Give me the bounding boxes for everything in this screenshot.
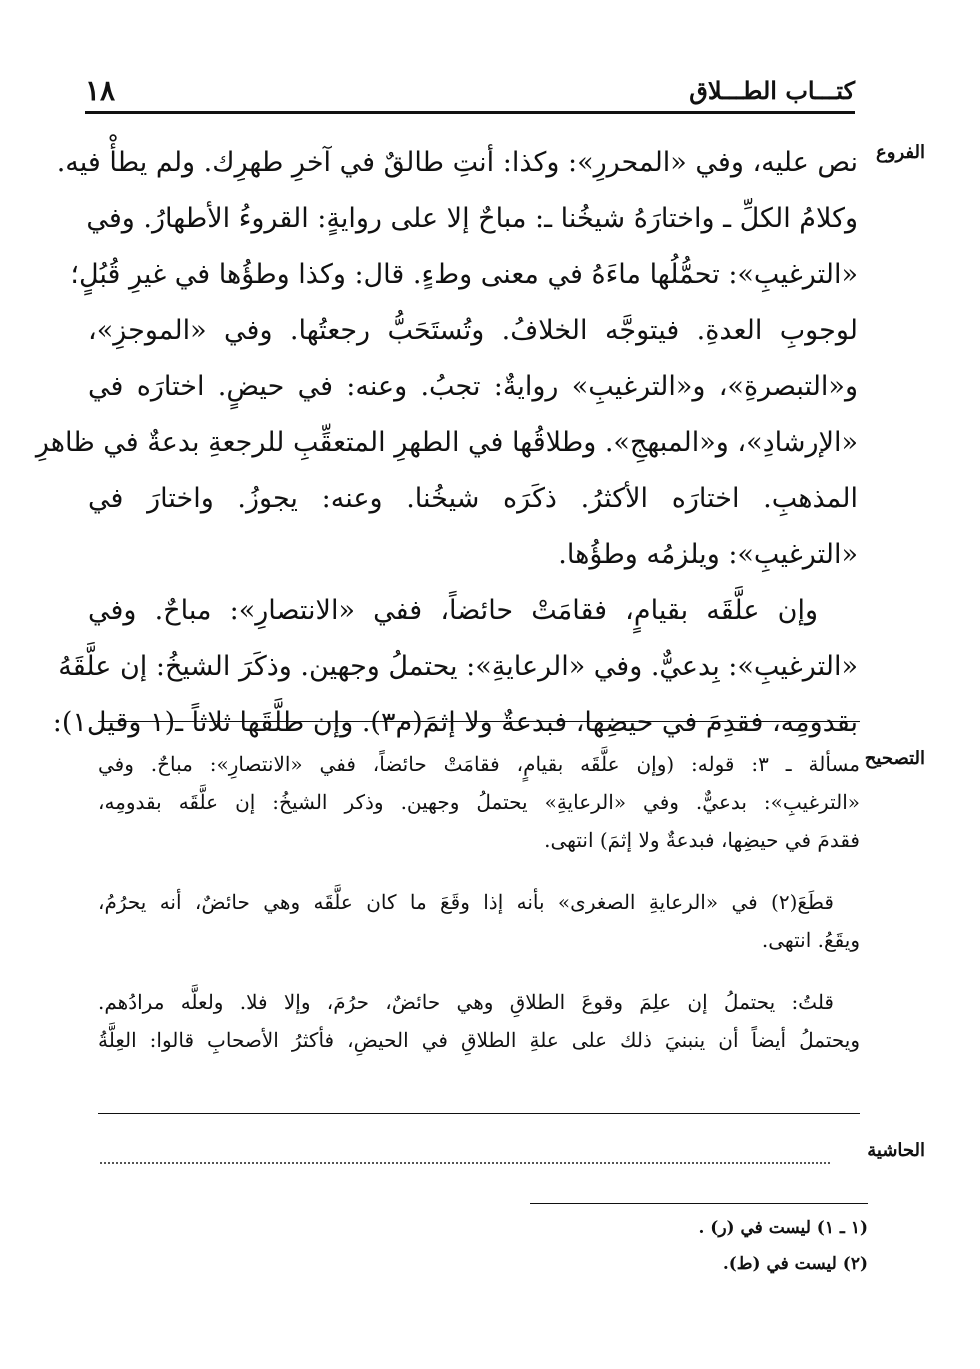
section-label-hashiya: الحاشية	[867, 1140, 925, 1161]
text-line: المذهبِ. اختارَه الأكثرُ. ذكَرَه شيخُنا. وعنه: يجوزُ. واختارَ في	[88, 483, 858, 514]
text-line: وإن علَّقَه بقيامٍ، فقامَتْ حائضاً، ففي «الانتصارِ»: مباحٌ. وفي	[88, 595, 818, 626]
book-title: كتـــاب الطـــلاق	[689, 76, 855, 105]
footnote: (١ ـ ١) ليست في (ر) .	[698, 1218, 868, 1238]
text-line: و«التبصرةِ»، و«الترغيبِ» روايةٌ: تجبُ. وعنه: في حيضٍ. اختارَه في	[88, 371, 858, 402]
text-line: «الإرشادِ»، و«المبهجِ». وطلاقُها في الطهرِ المتعقِّبِ للرجعةِ بدعةٌ في ظاهرِ	[35, 427, 858, 458]
footnote: (٢) ليست في (ط).	[722, 1254, 868, 1274]
text-line: مسألة ـ ٣: قوله: (وإن علَّقَه بقيامٍ، فقامَتْ حائضاً، ففي «الانتصارِ»: مباحٌ. وفي	[98, 752, 861, 776]
text-line: «الترغيبِ»: ويلزمُه وطؤُها.	[558, 539, 858, 570]
hashiya-dotted-line	[100, 1140, 830, 1164]
text-line: ويحتملُ أيضاً أن ينبنيَ ذلك على علةِ الطلاقِ في الحيضِ، فأكثرُ الأصحابِ قالوا: العِلَّةُ	[98, 1028, 860, 1052]
text-line: «الترغيبِ»: تحمُّلُها ماءَهُ في معنى وطءٍ. قال: وكذا وطؤُها في غيرِ قُبُلٍ؛	[70, 259, 858, 290]
main-text-block	[35, 135, 858, 751]
text-line: قلتُ: يحتملُ إن علِمَ وقوعَ الطلاقِ وهي حائضٌ، حرُمَ، وإلا فلا. ولعلَّه مرادُهم.	[98, 990, 834, 1014]
section-label-furu: الفروع	[876, 142, 925, 163]
text-line: نص عليه، وفي «المحررِ»: وكذا: أنتِ طالقٌ في آخرِ طهرِك. ولم يطأْ فيه.	[56, 147, 858, 178]
text-line: وكلامُ الكلِّ ـ واختارَهُ شيخُنا ـ: مباحٌ إلا على روايةٍ: القروءُ الأطهارُ. وفي	[86, 203, 858, 234]
text-line: «الترغيبِ»: بدعيٌّ. وفي «الرعايةِ» يحتملُ وجهين. وذكر الشيخُ: إن علَّقَه بقدومِه،	[98, 790, 860, 814]
text-line: فقدمَ في حيضِها، فبدعةٌ ولا إثمَ) انتهى.	[544, 828, 860, 852]
text-line: قطَعَ(٢) في «الرعايةِ الصغرى» بأنه إذا وقَعَ ما كان علَّقَه وهي حائضٌ، أنه يحرُمُ،	[98, 890, 834, 914]
section-divider	[98, 721, 860, 722]
text-line: بقدومِه، فقدِمَ في حيضِها، فبدعةٌ ولا إثمَ(م٣). وإن طلَّقَها ثلاثاً ـ(١ وقيل١):	[52, 707, 858, 738]
header-rule	[85, 111, 855, 114]
page-number: ١٨	[85, 74, 116, 107]
page-header	[85, 72, 855, 112]
section-label-tashih: التصحيح	[864, 748, 925, 769]
text-line: ويقَعُ. انتهى.	[761, 928, 860, 952]
footnote-rule	[530, 1203, 868, 1204]
section-divider	[98, 1113, 860, 1114]
text-line: «الترغيبِ»: بِدعيٌّ. وفي «الرعايةِ»: يحتملُ وجهين. وذكَرَ الشيخُ: إن علَّقَهُ	[58, 651, 858, 682]
tashih-text-block	[98, 745, 860, 1059]
text-line: لوجوبِ العدةِ. فيتوجَّه الخلافُ. وتُستَحَبُّ رجعتُها. وفي «الموجزِ»،	[88, 315, 858, 346]
